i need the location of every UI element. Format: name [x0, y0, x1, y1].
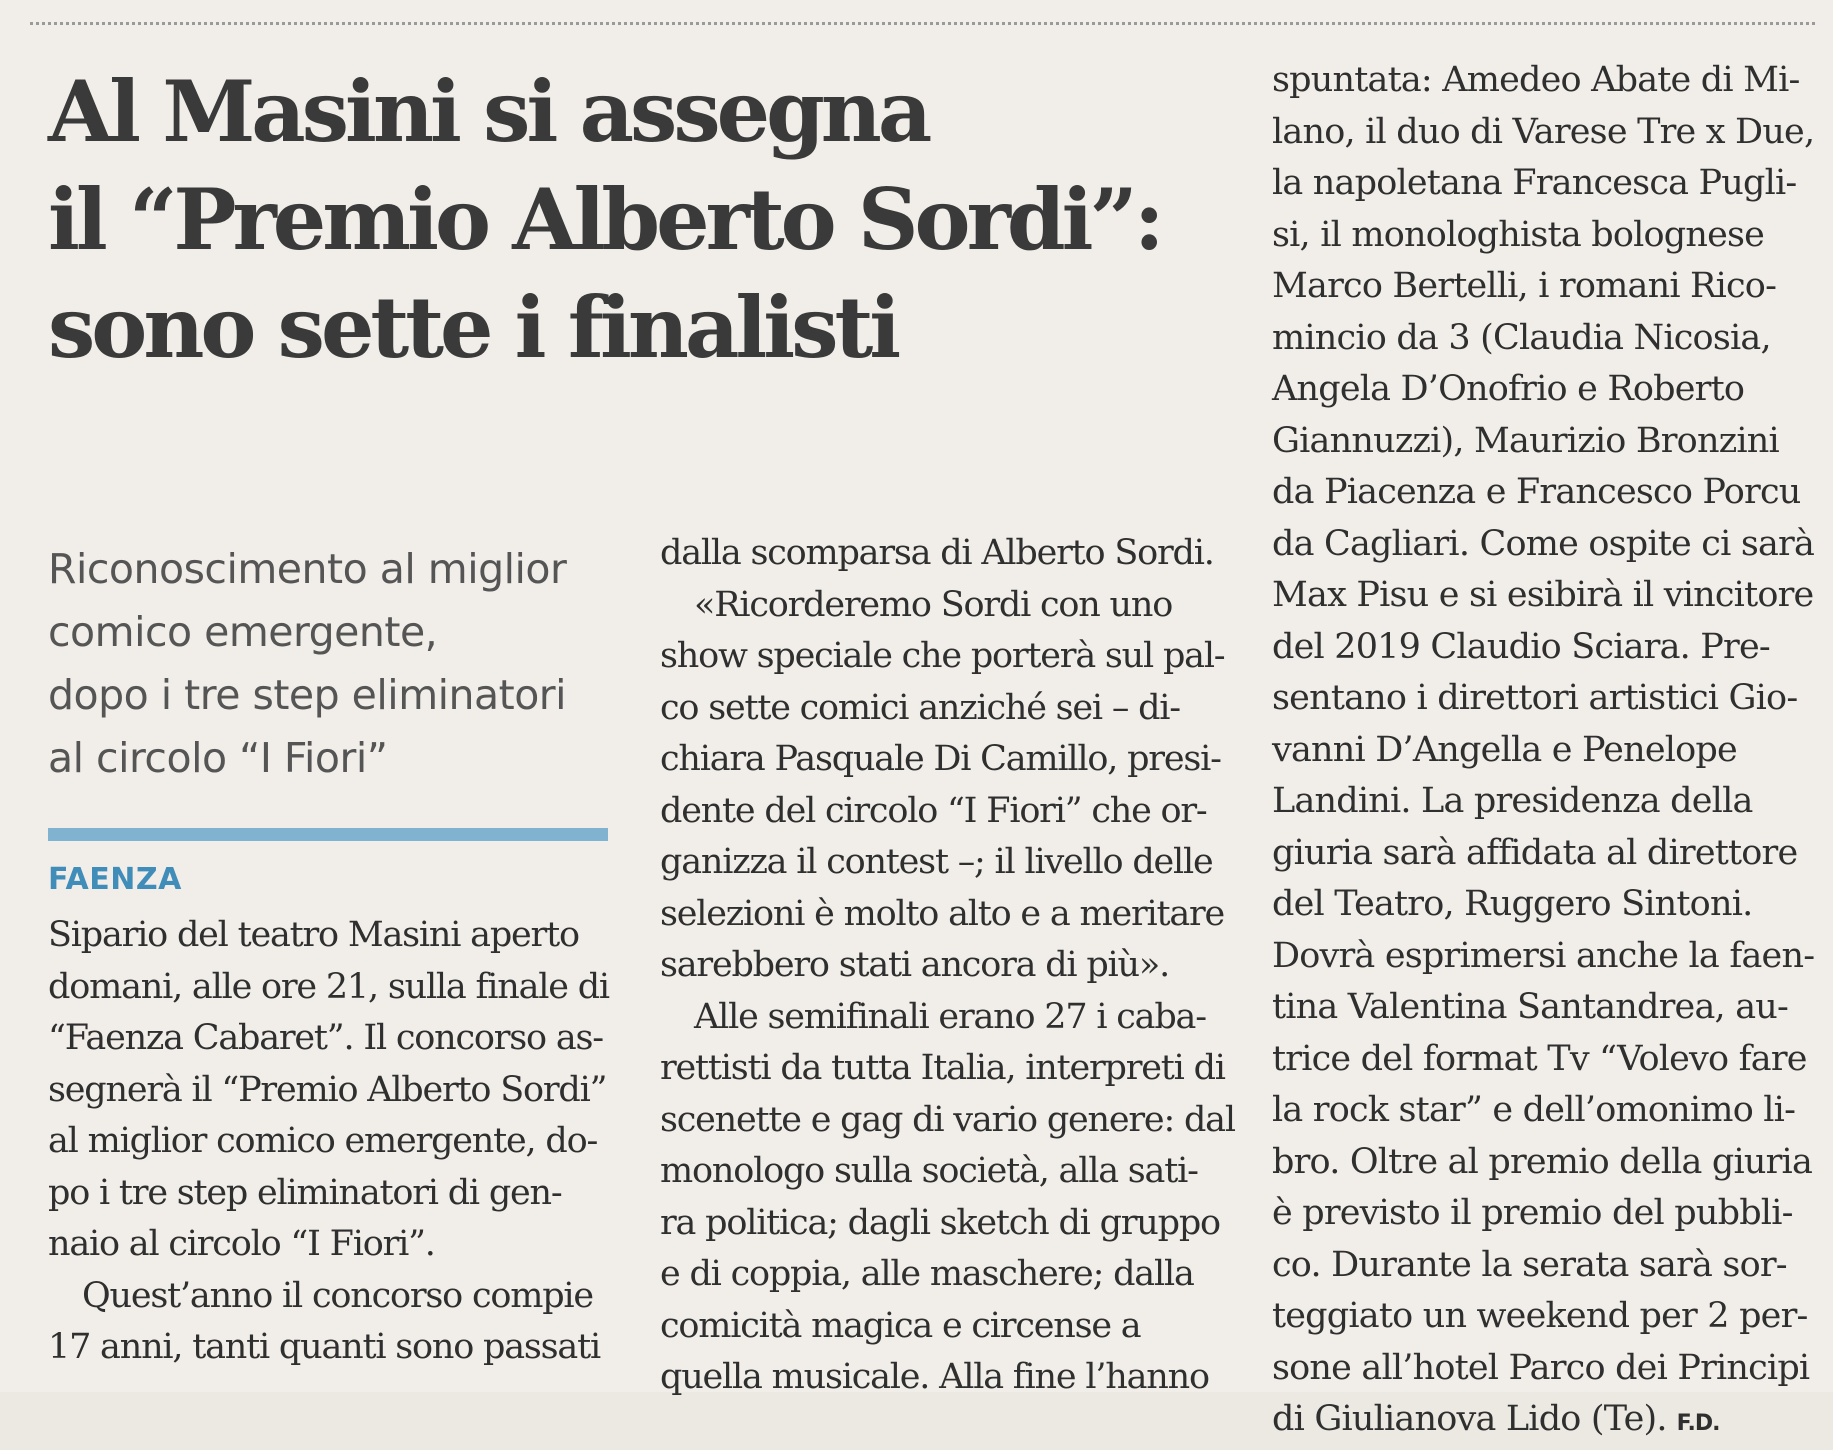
body-line: scenette e gag di vario genere: dal	[660, 1099, 1235, 1140]
body-line: di Giulianova Lido (Te).	[1272, 1399, 1667, 1439]
body-line: 17 anni, tanti quanti sono passati	[48, 1327, 600, 1367]
body-line: Max Pisu e si esibirà il vincitore	[1272, 575, 1814, 615]
article-headline	[48, 58, 1238, 382]
body-line: «Ricorderemo Sordi con uno	[694, 584, 1173, 625]
body-line: naio al circolo “I Fiori”.	[48, 1224, 435, 1264]
headline-line: sono sette i finalisti	[48, 278, 898, 377]
body-line: Sipario del teatro Masini aperto	[48, 915, 579, 955]
subhead-line: dopo i tre step eliminatori	[48, 671, 567, 719]
body-line: lano, il duo di Varese Tre x Due,	[1272, 111, 1815, 152]
headline-line: Al Masini si assegna	[48, 62, 929, 161]
body-line: del 2019 Claudio Sciara. Pre-	[1272, 626, 1770, 667]
body-line: Landini. La presidenza della	[1272, 781, 1753, 821]
body-line: dente del circolo “I Fiori” che or-	[660, 790, 1207, 831]
body-line: si, il monologhista bolognese	[1272, 214, 1765, 255]
body-line: vanni D’Angella e Penelope	[1272, 729, 1737, 770]
body-line-last	[1272, 1394, 1814, 1450]
subhead-line: comico emergente,	[48, 608, 438, 656]
body-line: domani, alle ore 21, sulla finale di	[48, 966, 609, 1007]
body-line: show speciale che porterà sul pal-	[660, 636, 1225, 676]
body-line: è previsto il premio del pubbli-	[1272, 1193, 1793, 1233]
subhead-line: al circolo “I Fiori”	[48, 734, 388, 782]
body-line: giuria sarà affidata al direttore	[1272, 832, 1798, 873]
author-signature: F.D.	[1676, 1411, 1720, 1436]
body-line: dalla scomparsa di Alberto Sordi.	[660, 533, 1214, 573]
body-line: da Cagliari. Come ospite ci sarà	[1272, 523, 1815, 564]
body-line: tina Valentina Santandrea, au-	[1272, 987, 1789, 1027]
body-line: e di coppia, alle maschere; dalla	[660, 1254, 1194, 1294]
body-line: segnerà il “Premio Alberto Sordi”	[48, 1069, 607, 1110]
body-line: Alle semifinali erano 27 i caba-	[694, 996, 1206, 1037]
body-line: sarebbero stati ancora di più».	[660, 945, 1170, 985]
body-line: da Piacenza e Francesco Porcu	[1272, 472, 1801, 512]
body-line: sentano i direttori artistici Gio-	[1272, 678, 1798, 718]
article-subheadline	[48, 538, 648, 790]
headline-line: il “Premio Alberto Sordi”:	[48, 170, 1161, 269]
body-line: monologo sulla società, alla sati-	[660, 1151, 1198, 1191]
body-line: ganizza il contest –; il livello delle	[660, 842, 1213, 882]
subhead-line: Riconoscimento al miglior	[48, 545, 567, 593]
body-line: “Faenza Cabaret”. Il concorso as-	[48, 1018, 603, 1058]
body-column-1	[48, 910, 609, 1374]
dotted-top-rule	[30, 22, 1815, 25]
body-line: comicità magica e circense a	[660, 1305, 1141, 1346]
body-line: teggiato un weekend per 2 per-	[1272, 1296, 1808, 1336]
body-column-3	[1272, 55, 1814, 1450]
body-line: sone all’hotel Parco dei Principi	[1272, 1347, 1810, 1388]
body-line: spuntata: Amedeo Abate di Mi-	[1272, 60, 1800, 100]
body-line: Quest’anno il concorso compie	[82, 1275, 593, 1316]
body-line: ra politica; dagli sketch di gruppo	[660, 1202, 1220, 1243]
body-line: chiara Pasquale Di Camillo, presi-	[660, 739, 1221, 779]
body-line: bro. Oltre al premio della giuria	[1272, 1141, 1813, 1182]
body-line: al miglior comico emergente, do-	[48, 1121, 598, 1161]
body-line: Marco Bertelli, i romani Rico-	[1272, 266, 1777, 306]
body-line: quella musicale. Alla fine l’hanno	[660, 1357, 1209, 1397]
body-line: mincio da 3 (Claudia Nicosia,	[1272, 317, 1771, 358]
body-line: po i tre step eliminatori di gen-	[48, 1172, 562, 1213]
body-line: la napoletana Francesca Pugli-	[1272, 163, 1797, 203]
body-line: rettisti da tutta Italia, interpreti di	[660, 1048, 1225, 1088]
body-line: co. Durante la serata sarà sor-	[1272, 1244, 1787, 1285]
body-line: selezioni è molto alto e a meritare	[660, 893, 1225, 934]
dateline: FAENZA	[48, 862, 182, 897]
body-line: del Teatro, Ruggero Sintoni.	[1272, 884, 1753, 924]
body-line: Angela D’Onofrio e Roberto	[1272, 369, 1745, 409]
body-line: la rock star” e dell’omonimo li-	[1272, 1090, 1796, 1130]
body-line: Dovrà esprimersi anche la faen-	[1272, 935, 1815, 976]
body-line: co sette comici anziché sei – di-	[660, 687, 1180, 728]
blue-accent-rule	[48, 828, 608, 841]
body-line: Giannuzzi), Maurizio Bronzini	[1272, 420, 1779, 461]
body-line: trice del format Tv “Volevo fare	[1272, 1038, 1807, 1079]
body-column-2	[660, 528, 1235, 1404]
